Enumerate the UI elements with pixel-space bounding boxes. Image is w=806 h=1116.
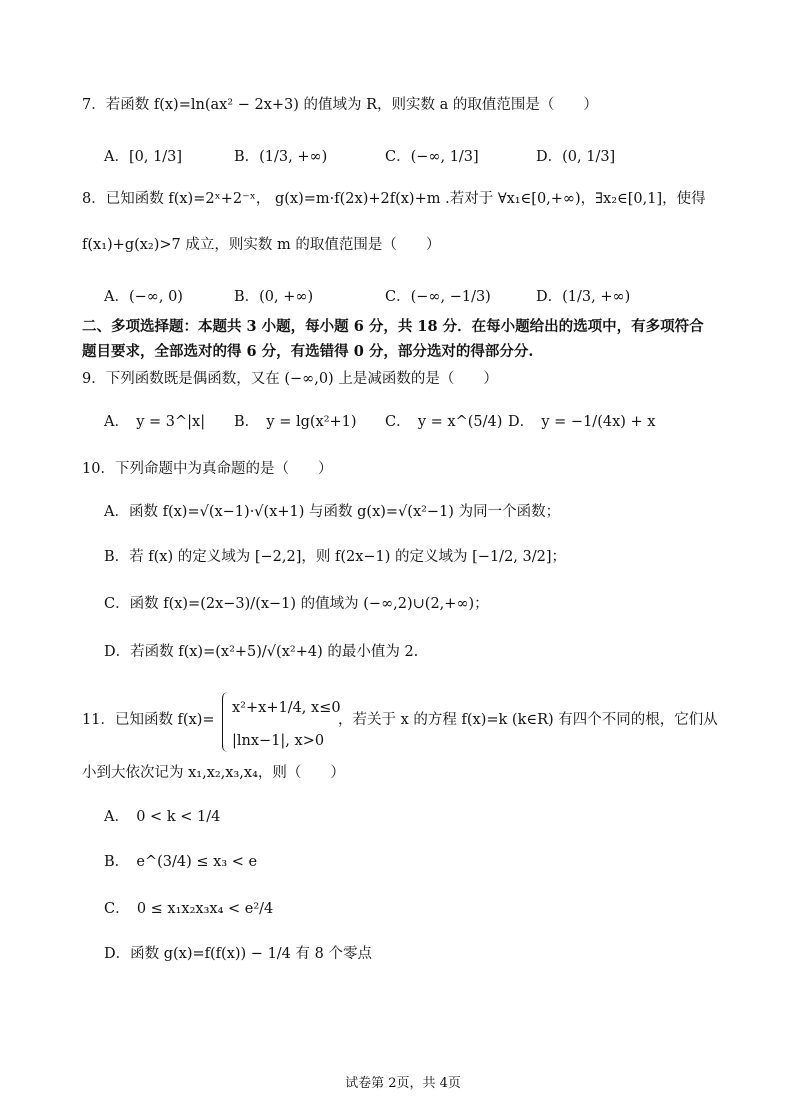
q10-option-b: B．若 f(x) 的定义域为 [−2,2]，则 f(2x−1) 的定义域为 [−1/2, 3/2]； bbox=[104, 549, 567, 565]
q9-stem: 9．下列函数既是偶函数，又在 (−∞,0) 上是减函数的是（ ） bbox=[82, 371, 498, 387]
q11-stem-2: 小到大依次记为 x₁,x₂,x₃,x₄，则（ ） bbox=[82, 765, 345, 781]
q9-option-c: C． y = x^(5/4) bbox=[385, 414, 503, 430]
q7-option-a: A．[0, 1/3] bbox=[104, 149, 183, 165]
q11-piece-2: |lnx−1|, x>0 bbox=[232, 733, 325, 749]
q10-stem: 10．下列命题中为真命题的是（ ） bbox=[82, 461, 333, 477]
q8-option-b: B．(0, +∞) bbox=[234, 289, 314, 305]
q9-option-b: B． y = lg(x²+1) bbox=[234, 414, 357, 430]
q11-stem-start: 11．已知函数 f(x)= bbox=[82, 712, 215, 728]
q11-option-b: B． e^(3/4) ≤ x₃ < e bbox=[104, 854, 258, 870]
q9-option-a: A． y = 3^|x| bbox=[104, 414, 206, 430]
piecewise-brace bbox=[222, 692, 231, 752]
q11-piece-1: x²+x+1/4, x≤0 bbox=[232, 700, 341, 716]
q7-option-c: C．(−∞, 1/3] bbox=[385, 149, 479, 165]
section2-heading-line1: 二、多项选择题：本题共 3 小题，每小题 6 分，共 18 分．在每小题给出的选项中，有多项符合 bbox=[82, 318, 704, 335]
section2-heading-line2: 题目要求，全部选对的得 6 分，有选错得 0 分，部分选对的得部分分. bbox=[82, 343, 534, 360]
q10-option-c: C．函数 f(x)=(2x−3)/(x−1) 的值域为 (−∞,2)∪(2,+∞)； bbox=[104, 596, 489, 612]
q11-stem-end: ，若关于 x 的方程 f(x)=k (k∈R) 有四个不同的根，它们从 bbox=[338, 712, 718, 728]
q11-option-a: A． 0 < k < 1/4 bbox=[104, 809, 221, 825]
q8-option-a: A．(−∞, 0) bbox=[104, 289, 183, 305]
q7-option-b: B．(1/3, +∞) bbox=[234, 149, 328, 165]
q8-stem: 8．已知函数 f(x)=2ˣ+2⁻ˣ， g(x)=m·f(2x)+2f(x)+m .若对于 ∀x₁∈[0,+∞)，∃x₂∈[0,1]，使得 bbox=[82, 191, 706, 207]
q10-option-d: D．若函数 f(x)=(x²+5)/√(x²+4) 的最小值为 2. bbox=[104, 644, 419, 660]
q8-option-d: D．(1/3, +∞) bbox=[536, 289, 631, 305]
q9-option-d: D． y = −1/(4x) + x bbox=[508, 414, 656, 430]
q11-option-c: C． 0 ≤ x₁x₂x₃x₄ < e²/4 bbox=[104, 901, 274, 917]
q7-option-d: D．(0, 1/3] bbox=[536, 149, 616, 165]
q8-stem-2: f(x₁)+g(x₂)>7 成立，则实数 m 的取值范围是（ ） bbox=[82, 237, 441, 253]
q7-stem: 7．若函数 f(x)=ln(ax² − 2x+3) 的值域为 R，则实数 a 的取值范围是（ ） bbox=[82, 97, 598, 113]
q11-option-d: D．函数 g(x)=f(f(x)) − 1/4 有 8 个零点 bbox=[104, 946, 372, 962]
page-footer: 试卷第 2页，共 4页 bbox=[345, 1076, 461, 1091]
q8-option-c: C．(−∞, −1/3) bbox=[385, 289, 491, 305]
q10-option-a: A．函数 f(x)=√(x−1)·√(x+1) 与函数 g(x)=√(x²−1) 为同一个函数； bbox=[104, 504, 561, 520]
